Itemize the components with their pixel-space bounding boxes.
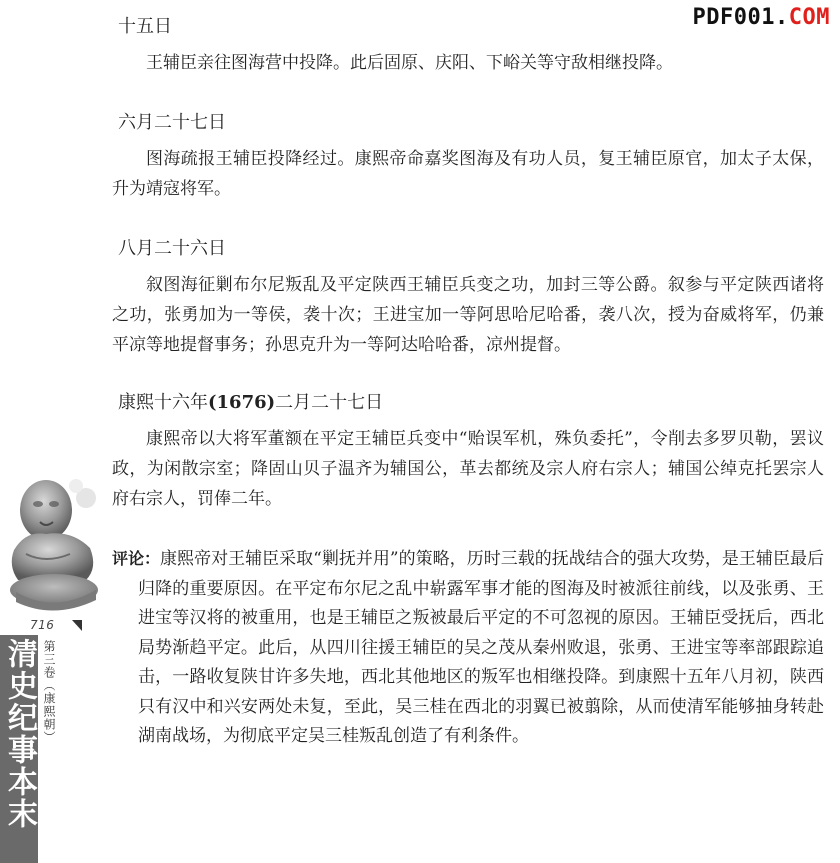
entry-date: 六月二十七日: [118, 112, 226, 133]
page-number: 716: [30, 618, 55, 632]
entry-date-suffix: 二月二十七日: [275, 392, 384, 413]
commentary-text: 康熙帝对王辅臣采取“剿抚并用”的策略，历时三载的抚战结合的强大攻势，是王辅臣最后归降的重要原因。在平定布尔尼之乱中崭露军事才能的图海及时被派往前线，以及张勇、王进宝等汉将的被重用，也是王辅臣之叛被最后平定的不可忽视的原因。王辅臣受抚后，西北局势渐趋平定。此后，从四川往援王辅臣的吴之茂从秦州败退，张勇、王进宝等率部跟踪追击，一路收复陕甘许多失地，西北其他地区的叛军也相继投降。到康熙十五年八月初，陕西只有汉中和兴安两处未复，至此，吴三桂在西北的羽翼已被翦除，从而使清军能够抽身转赴湖南战场，为彻底平定吴三桂叛乱创造了有利条件。: [138, 549, 824, 746]
entry-3: [112, 236, 824, 360]
entry-date: [112, 390, 824, 416]
entry-date-prefix: 康熙十六年: [118, 392, 208, 413]
watermark-prefix: PDF001.: [692, 5, 789, 30]
entry-date: 八月二十六日: [118, 238, 226, 259]
entry-date: 十五日: [118, 16, 172, 37]
page-content: [112, 14, 824, 752]
entry-1: [112, 14, 824, 78]
entry-2: [112, 110, 824, 204]
page-number-marker: [72, 620, 82, 631]
entry-4: [112, 390, 824, 514]
commentary: [112, 544, 824, 752]
watermark-suffix: COM: [788, 5, 830, 30]
volume-label: 第三卷（康熙朝）: [42, 640, 56, 744]
entry-text: 图海疏报王辅臣投降经过。康熙帝命嘉奖图海及有功人员，复王辅臣原官，加太子太保，升为靖寇将军。: [112, 149, 824, 199]
entry-text: 王辅臣亲往图海营中投降。此后固原、庆阳、下峪关等守敌相继投降。: [146, 53, 673, 73]
statue-image: [6, 468, 104, 620]
entry-date-year: (1676): [208, 392, 276, 413]
entry-text: 康熙帝以大将军董额在平定王辅臣兵变中“贻误军机，殊负委托”，令削去多罗贝勒，罢议政，为闲散宗室；降固山贝子温齐为辅国公，革去都统及宗人府右宗人；辅国公绰克托罢宗人府右宗人，罚俸二年。: [112, 429, 824, 509]
commentary-label: 评论：: [112, 549, 161, 568]
entry-text: 叙图海征剿布尔尼叛乱及平定陕西王辅臣兵变之功，加封三等公爵。叙参与平定陕西诸将之功，张勇加为一等侯，袭十次；王进宝加一等阿思哈尼哈番，袭八次，授为奋威将军，仍兼平凉等地提督事务；孙思克升为一等阿达哈哈番，凉州提督。: [112, 275, 824, 355]
side-decoration: [0, 0, 104, 863]
series-title: 清史纪事本末: [2, 638, 37, 830]
